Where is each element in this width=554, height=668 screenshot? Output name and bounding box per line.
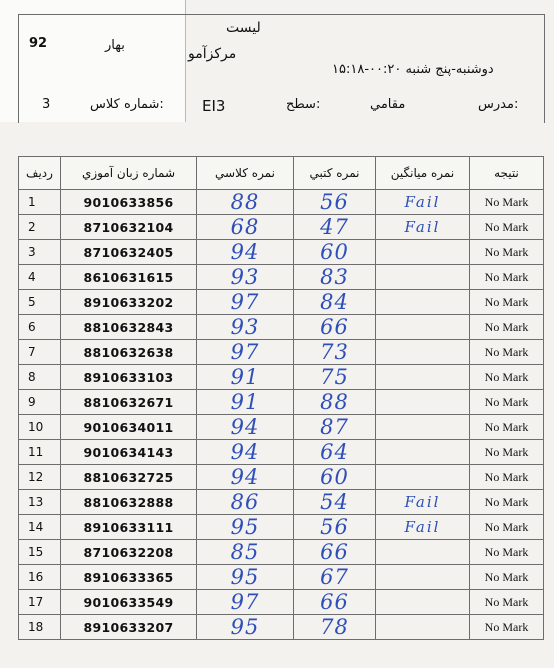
- result: No Mark: [470, 490, 544, 515]
- result: No Mark: [470, 215, 544, 240]
- written-grade: 66: [294, 315, 376, 340]
- written-grade: 66: [294, 590, 376, 615]
- written-grade: 60: [294, 240, 376, 265]
- table-row: [19, 465, 544, 490]
- row-number: 11: [19, 440, 61, 465]
- col-header-id: شماره زبان آموزي: [61, 157, 197, 190]
- table-row: [19, 415, 544, 440]
- row-number: 5: [19, 290, 61, 315]
- average-grade: [376, 415, 470, 440]
- row-number: 6: [19, 315, 61, 340]
- result: No Mark: [470, 340, 544, 365]
- table-row: [19, 615, 544, 640]
- table-row: [19, 490, 544, 515]
- average-grade: [376, 240, 470, 265]
- row-number: 9: [19, 390, 61, 415]
- result: No Mark: [470, 415, 544, 440]
- table-row: [19, 540, 544, 565]
- class-grade: 88: [197, 190, 294, 215]
- written-grade: 87: [294, 415, 376, 440]
- table-header-row: [19, 157, 544, 190]
- result: No Mark: [470, 190, 544, 215]
- result: No Mark: [470, 615, 544, 640]
- written-grade: 66: [294, 540, 376, 565]
- row-number: 17: [19, 590, 61, 615]
- result: No Mark: [470, 315, 544, 340]
- average-grade: [376, 465, 470, 490]
- average-grade: [376, 590, 470, 615]
- average-grade: Fail: [376, 190, 470, 215]
- written-grade: 88: [294, 390, 376, 415]
- student-id: 8810632638: [61, 340, 197, 365]
- student-id: 8910633365: [61, 565, 197, 590]
- table-row: [19, 440, 544, 465]
- student-id: 8810632725: [61, 465, 197, 490]
- class-number-value: 3: [42, 97, 51, 112]
- written-grade: 60: [294, 465, 376, 490]
- term-name: بهار: [105, 38, 125, 53]
- row-number: 10: [19, 415, 61, 440]
- class-grade: 94: [197, 240, 294, 265]
- average-grade: [376, 565, 470, 590]
- teacher-name: مقامي: [370, 97, 406, 112]
- result: No Mark: [470, 465, 544, 490]
- table-row: [19, 215, 544, 240]
- row-number: 15: [19, 540, 61, 565]
- col-header-average: نمره ميانگين: [376, 157, 470, 190]
- student-id: 8710632104: [61, 215, 197, 240]
- table-row: [19, 315, 544, 340]
- class-grade: 97: [197, 340, 294, 365]
- written-grade: 56: [294, 190, 376, 215]
- student-id: 8710632405: [61, 240, 197, 265]
- average-grade: [376, 265, 470, 290]
- row-number: 2: [19, 215, 61, 240]
- written-grade: 64: [294, 440, 376, 465]
- class-grade: 97: [197, 290, 294, 315]
- row-number: 13: [19, 490, 61, 515]
- class-grade: 93: [197, 265, 294, 290]
- class-grade: 93: [197, 315, 294, 340]
- class-grade: 85: [197, 540, 294, 565]
- table-row: [19, 265, 544, 290]
- student-id: 8910633111: [61, 515, 197, 540]
- table-row: [19, 190, 544, 215]
- result: No Mark: [470, 265, 544, 290]
- result: No Mark: [470, 540, 544, 565]
- written-grade: 47: [294, 215, 376, 240]
- term-number: 92: [29, 36, 48, 51]
- class-grade: 86: [197, 490, 294, 515]
- average-grade: [376, 290, 470, 315]
- row-number: 1: [19, 190, 61, 215]
- row-number: 4: [19, 265, 61, 290]
- col-header-written-grade: نمره كتبي: [294, 157, 376, 190]
- student-id: 8910633202: [61, 290, 197, 315]
- result: No Mark: [470, 240, 544, 265]
- level-value: EI3: [202, 97, 226, 115]
- class-grade: 95: [197, 515, 294, 540]
- grades-table: [18, 156, 544, 640]
- row-number: 12: [19, 465, 61, 490]
- student-id: 9010634011: [61, 415, 197, 440]
- written-grade: 75: [294, 365, 376, 390]
- student-id: 8810632671: [61, 390, 197, 415]
- class-grade: 91: [197, 365, 294, 390]
- student-id: 8910633103: [61, 365, 197, 390]
- table-row: [19, 290, 544, 315]
- row-number: 8: [19, 365, 61, 390]
- row-number: 3: [19, 240, 61, 265]
- table-row: [19, 240, 544, 265]
- table-row: [19, 590, 544, 615]
- center-name: مرکزآمو: [188, 46, 237, 62]
- class-grade: 91: [197, 390, 294, 415]
- class-grade: 95: [197, 565, 294, 590]
- written-grade: 54: [294, 490, 376, 515]
- table-row: [19, 365, 544, 390]
- teacher-label: مدرس:: [478, 97, 519, 112]
- student-id: 9010634143: [61, 440, 197, 465]
- col-header-class-grade: نمره كلاسي: [197, 157, 294, 190]
- class-grade: 68: [197, 215, 294, 240]
- row-number: 14: [19, 515, 61, 540]
- class-number-label: شماره کلاس:: [90, 97, 164, 112]
- average-grade: [376, 540, 470, 565]
- class-grade: 97: [197, 590, 294, 615]
- row-number: 7: [19, 340, 61, 365]
- average-grade: [376, 615, 470, 640]
- written-grade: 83: [294, 265, 376, 290]
- result: No Mark: [470, 515, 544, 540]
- table-row: [19, 340, 544, 365]
- result: No Mark: [470, 365, 544, 390]
- student-id: 8610631615: [61, 265, 197, 290]
- student-id: 9010633856: [61, 190, 197, 215]
- result: No Mark: [470, 390, 544, 415]
- table-row: [19, 390, 544, 415]
- table-row: [19, 515, 544, 540]
- result: No Mark: [470, 440, 544, 465]
- list-title: لیست: [226, 20, 261, 36]
- average-grade: [376, 340, 470, 365]
- col-header-result: نتيجه: [470, 157, 544, 190]
- written-grade: 56: [294, 515, 376, 540]
- level-label: سطح:: [286, 97, 321, 112]
- student-id: 8810632888: [61, 490, 197, 515]
- result: No Mark: [470, 590, 544, 615]
- result: No Mark: [470, 290, 544, 315]
- written-grade: 73: [294, 340, 376, 365]
- row-number: 18: [19, 615, 61, 640]
- average-grade: Fail: [376, 515, 470, 540]
- col-header-row: ردیف: [19, 157, 61, 190]
- student-id: 8910633207: [61, 615, 197, 640]
- average-grade: Fail: [376, 490, 470, 515]
- average-grade: [376, 390, 470, 415]
- average-grade: Fail: [376, 215, 470, 240]
- average-grade: [376, 315, 470, 340]
- class-schedule: دوشنبه-پنج شنبه ۰۰:۲۰-۱۵:۱۸: [332, 62, 494, 77]
- written-grade: 67: [294, 565, 376, 590]
- average-grade: [376, 365, 470, 390]
- written-grade: 78: [294, 615, 376, 640]
- class-grade: 95: [197, 615, 294, 640]
- student-id: 9010633549: [61, 590, 197, 615]
- result: No Mark: [470, 565, 544, 590]
- average-grade: [376, 440, 470, 465]
- row-number: 16: [19, 565, 61, 590]
- class-grade: 94: [197, 440, 294, 465]
- table-row: [19, 565, 544, 590]
- student-id: 8710632208: [61, 540, 197, 565]
- written-grade: 84: [294, 290, 376, 315]
- class-grade: 94: [197, 415, 294, 440]
- student-id: 8810632843: [61, 315, 197, 340]
- class-grade: 94: [197, 465, 294, 490]
